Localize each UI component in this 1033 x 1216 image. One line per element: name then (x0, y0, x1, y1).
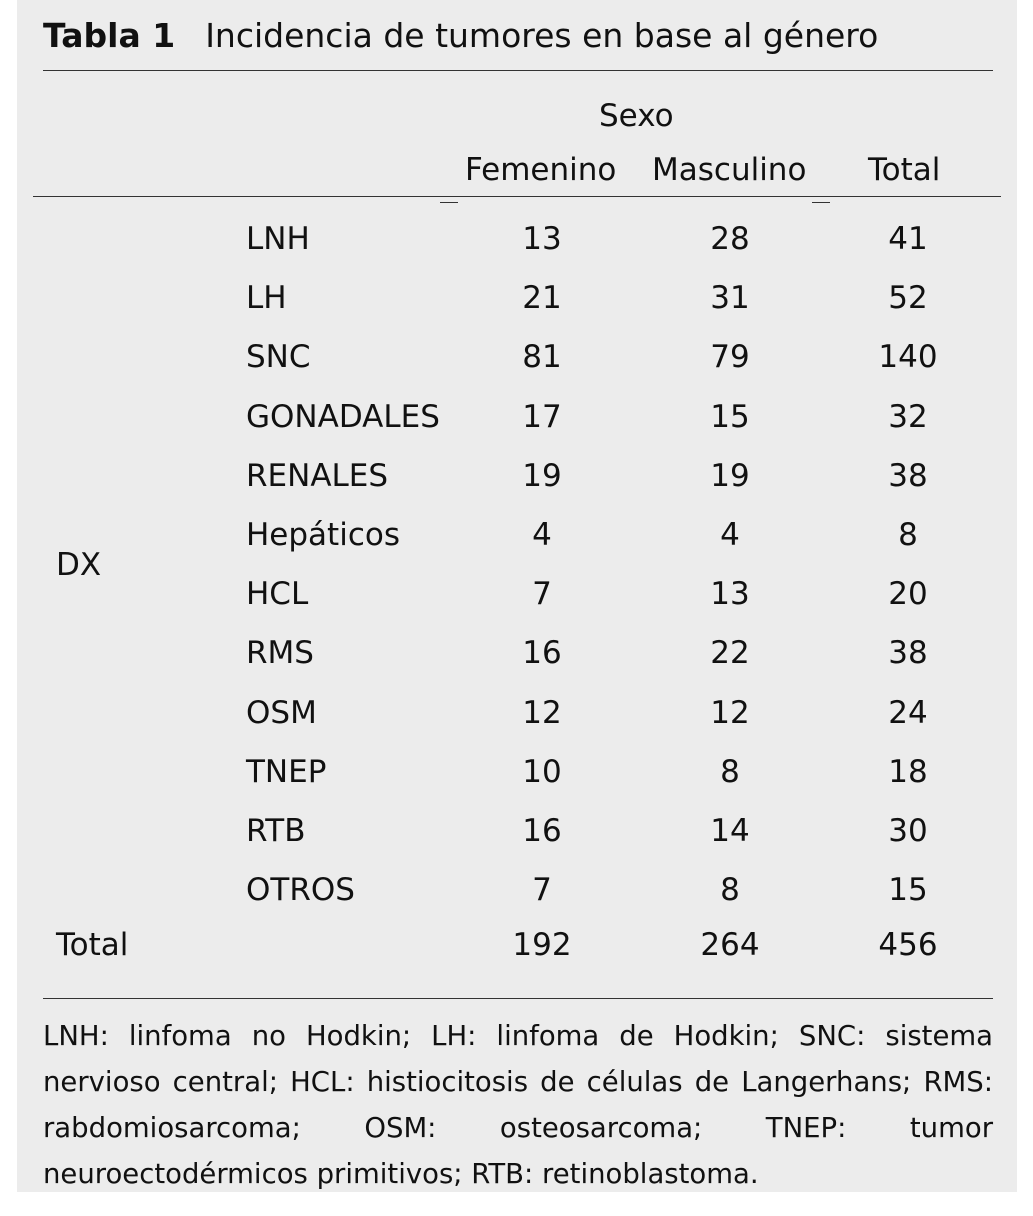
cell-total: 18 (888, 754, 928, 790)
cell-femenino: 16 (522, 635, 562, 671)
cell-total: 15 (888, 872, 928, 908)
cell-masculino: 13 (710, 576, 750, 612)
cell-masculino: 28 (710, 221, 750, 257)
cell-femenino: 17 (522, 399, 562, 435)
cell-dx: HCL (246, 576, 309, 612)
header-underline-left (440, 202, 458, 203)
table-footnote: LNH: linfoma no Hodkin; LH: linfoma de Hodkin; SNC: sistema nervioso central; HCL: histiocitosis de células de Langerhans; RMS: rabdomiosarcoma; OSM: osteosarcoma; TNEP: tumor neuroectodérmicos primitivos; RTB: retinoblastoma. (43, 1020, 993, 1190)
cell-total: 140 (878, 339, 938, 375)
top-rule (43, 70, 993, 71)
cell-femenino: 19 (522, 458, 562, 494)
cell-femenino: 12 (522, 695, 562, 731)
cell-total: 41 (888, 221, 928, 257)
cell-masculino: 15 (710, 399, 750, 435)
totals-femenino: 192 (512, 927, 572, 963)
cell-femenino: 7 (532, 576, 552, 612)
cell-total: 30 (888, 813, 928, 849)
header-underline-right (812, 202, 830, 203)
cell-femenino: 7 (532, 872, 552, 908)
cell-total: 38 (888, 635, 928, 671)
cell-femenino: 4 (532, 517, 552, 553)
cell-masculino: 79 (710, 339, 750, 375)
cell-dx: LH (246, 280, 287, 316)
totals-label: Total (56, 927, 129, 963)
cell-total: 32 (888, 399, 928, 435)
cell-dx: RENALES (246, 458, 389, 494)
cell-femenino: 16 (522, 813, 562, 849)
cell-masculino: 14 (710, 813, 750, 849)
cell-dx: RTB (246, 813, 306, 849)
cell-masculino: 4 (720, 517, 740, 553)
cell-total: 52 (888, 280, 928, 316)
cell-dx: RMS (246, 635, 314, 671)
cell-total: 20 (888, 576, 928, 612)
cell-total: 38 (888, 458, 928, 494)
cell-dx: SNC (246, 339, 311, 375)
bottom-rule (43, 998, 993, 999)
totals-total: 456 (878, 927, 938, 963)
table-caption (43, 14, 878, 58)
cell-dx: Hepáticos (246, 517, 400, 553)
cell-dx: GONADALES (246, 399, 440, 435)
cell-masculino: 12 (710, 695, 750, 731)
cell-masculino: 19 (710, 458, 750, 494)
cell-masculino: 22 (710, 635, 750, 671)
cell-dx: TNEP (246, 754, 327, 790)
cell-masculino: 8 (720, 872, 740, 908)
table-title: Incidencia de tumores en base al género (205, 16, 879, 55)
group-header-sexo: Sexo (599, 98, 674, 134)
cell-masculino: 31 (710, 280, 750, 316)
cell-dx: LNH (246, 221, 310, 257)
cell-dx: OSM (246, 695, 317, 731)
cell-femenino: 10 (522, 754, 562, 790)
header-rule (33, 196, 1001, 197)
table-label: Tabla 1 (43, 16, 176, 55)
totals-masculino: 264 (700, 927, 760, 963)
cell-femenino: 13 (522, 221, 562, 257)
cell-total: 8 (898, 517, 918, 553)
column-header-femenino: Femenino (465, 152, 617, 188)
cell-masculino: 8 (720, 754, 740, 790)
column-header-masculino: Masculino (652, 152, 807, 188)
cell-femenino: 21 (522, 280, 562, 316)
row-group-label-dx: DX (56, 547, 102, 583)
cell-total: 24 (888, 695, 928, 731)
cell-dx: OTROS (246, 872, 355, 908)
column-header-total: Total (868, 152, 941, 188)
cell-femenino: 81 (522, 339, 562, 375)
